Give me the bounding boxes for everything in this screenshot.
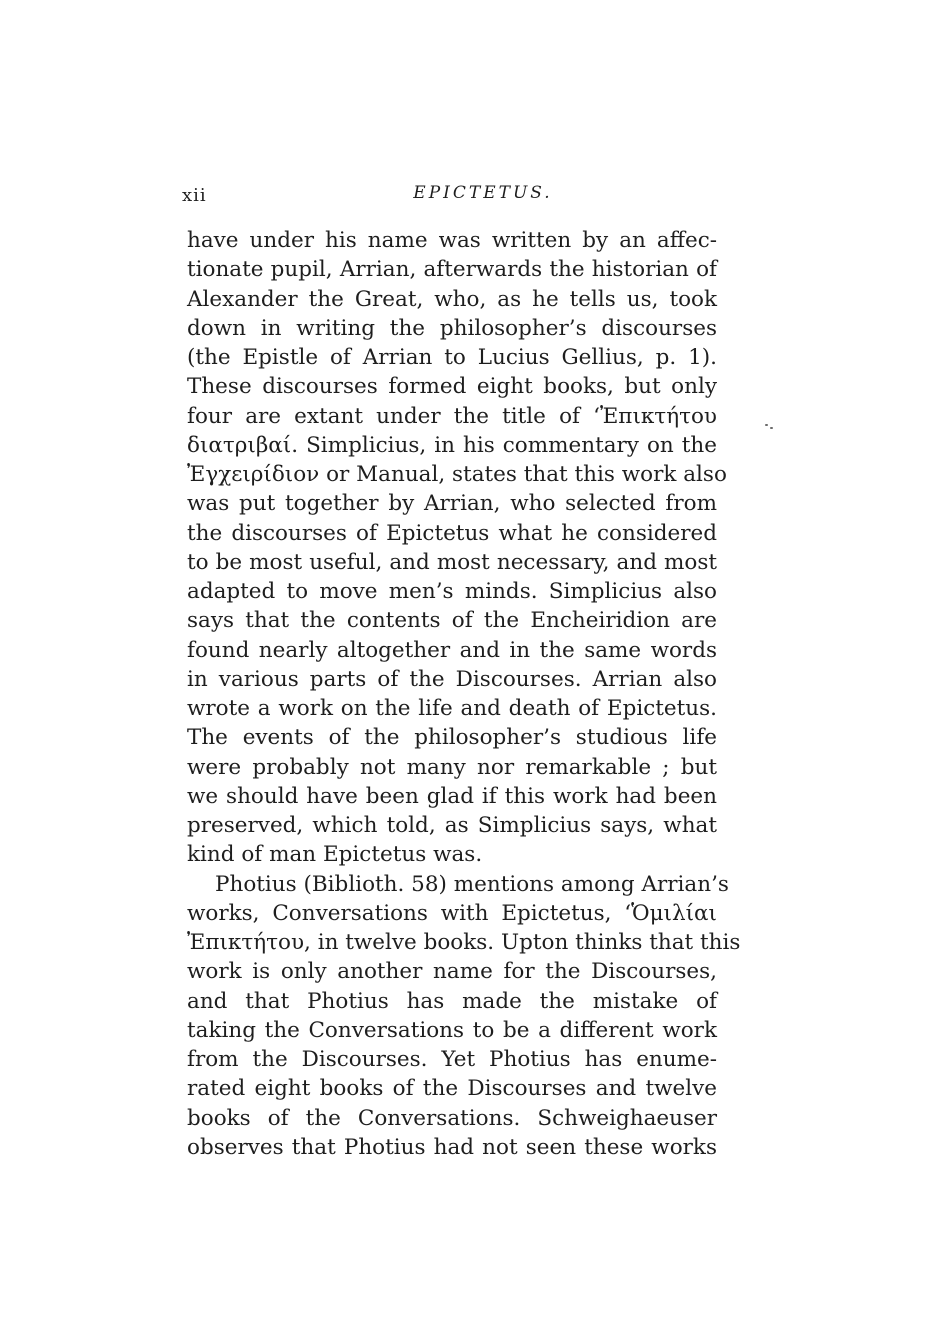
paragraph-1 [187,226,727,870]
text-line: from the Discourses. Yet Photius has enume- [187,1047,717,1072]
text-line: the discourses of Epictetus what he considered [187,520,717,546]
text-line: was put together by Arrian, who selected from [187,491,717,517]
text-line: in various parts of the Discourses. Arrian also [187,666,717,692]
text-line: were probably not many nor remarkable ; but [187,754,717,780]
text-line: Alexander the Great, who, as he tells us, took [187,286,717,312]
text-line: preserved, which told, as Simplicius says, what [187,813,717,838]
text-line: wrote a work on the life and death of Epictetus. [187,696,717,721]
text-line: works, Conversations with Epictetus, ‘Ὁμιλίαι [187,900,717,926]
text-line: kind of man Epictetus was. [187,842,483,868]
text-line: books of the Conversations. Schweighaeuser [187,1105,717,1131]
text-line: Ἐγχειρίδιον or Manual, states that this work also [187,462,727,487]
text-line: to be most useful, and most necessary, and most [187,549,717,575]
text-line: have under his name was written by an affec- [187,228,717,253]
text-line: tionate pupil, Arrian, afterwards the historian of [187,257,717,283]
text-line: (the Epistle of Arrian to Lucius Gellius, p. 1). [187,345,717,370]
running-title: EPICTETUS. [413,183,553,203]
text-line: The events of the philosopher’s studious life [187,725,717,751]
text-line: we should have been glad if this work had been [187,783,717,809]
paragraph-2 [187,870,741,1163]
text-line: found nearly altogether and in the same words [187,637,717,663]
text-line: says that the contents of the Encheiridion are [187,608,717,634]
text-line: four are extant under the title of ‘Ἐπικτήτου [187,403,717,429]
text-line: Ἐπικτήτου, in twelve books. Upton thinks that this [187,930,741,955]
text-line: adapted to move men’s minds. Simplicius also [187,579,717,604]
scan-speck [770,427,773,429]
scan-speck [765,424,768,426]
text-line: taking the Conversations to be a different work [187,1017,717,1043]
text-line: These discourses formed eight books, but only [187,374,717,400]
text-line: Photius (Biblioth. 58) mentions among Arrian’s [215,871,729,897]
page-number: xii [182,185,207,206]
text-line: διατριβαί. Simplicius, in his commentary on the [187,432,717,458]
text-line: observes that Photius had not seen these works [187,1134,717,1160]
text-line: and that Photius has made the mistake of [187,988,717,1014]
text-line: down in writing the philosopher’s discourses [187,315,717,341]
body-text [187,226,741,1162]
text-line: rated eight books of the Discourses and twelve [187,1076,717,1102]
text-line: work is only another name for the Discourses, [187,959,717,985]
